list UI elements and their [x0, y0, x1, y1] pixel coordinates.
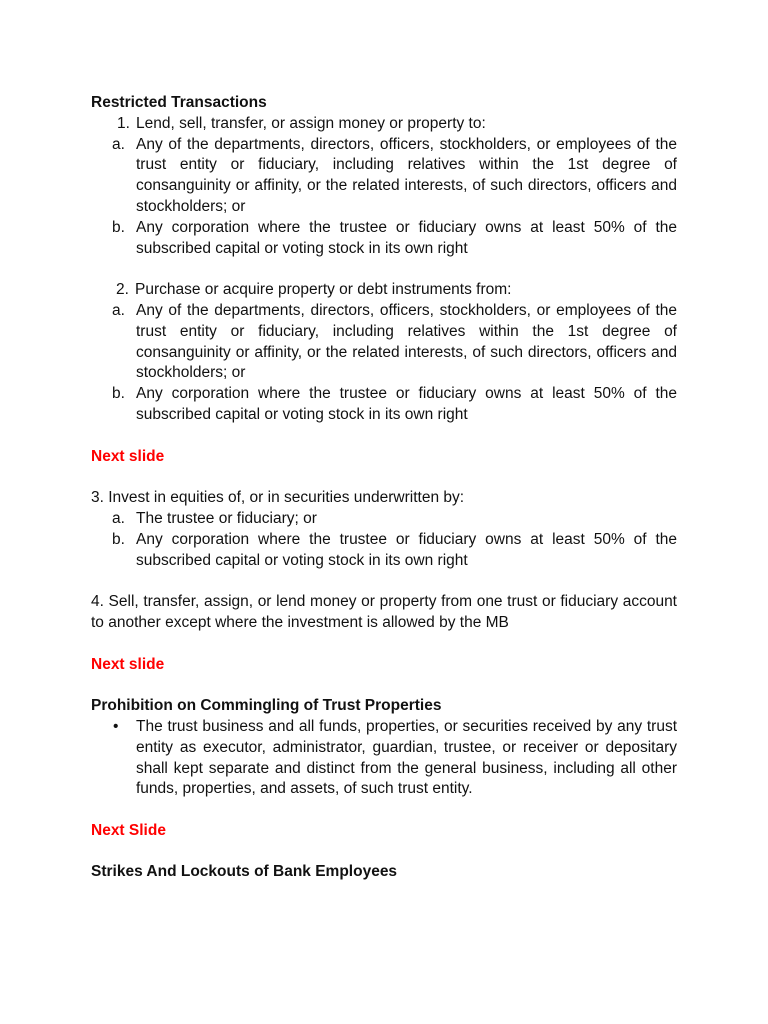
section-heading-strikes: Strikes And Lockouts of Bank Employees [91, 863, 398, 881]
section-heading-commingling: Prohibition on Commingling of Trust Properties [91, 697, 442, 715]
sub-item-letter: b. [112, 530, 125, 548]
list-item-4: 4. Sell, transfer, assign, or lend money or property from one trust or fiduciary account to another except where the investment is allowed by the MB [91, 593, 677, 631]
sub-item-text: Any corporation where the trustee or fiduciary owns at least 50% of the subscribed capital or voting stock in its own right [136, 385, 677, 423]
sub-item-letter: b. [112, 218, 125, 236]
sub-item-text: Any corporation where the trustee or fiduciary owns at least 50% of the subscribed capital or voting stock in its own right [136, 530, 677, 569]
sub-item-2b [91, 384, 677, 426]
sub-item-3a [91, 509, 677, 530]
next-slide-label: Next slide [91, 447, 165, 465]
section-heading-restricted-transactions: Restricted Transactions [91, 94, 267, 111]
bullet-item [91, 717, 677, 800]
sub-item-letter: a. [112, 509, 125, 527]
list-item-2 [91, 280, 677, 301]
bullet-icon: • [113, 717, 119, 735]
list-item-text: Lend, sell, transfer, or assign money or property to: [136, 114, 486, 132]
sub-item-text: Any of the departments, directors, officers, stockholders, or employees of the trust entity or fiduciary, including relatives within the 1st degree of consanguinity or affinity, or the related interests, of such directors, officers and stockholders; or [136, 135, 677, 215]
document-page [91, 93, 677, 883]
sub-item-letter: b. [112, 385, 125, 403]
sub-item-2a [91, 301, 677, 384]
sub-item-letter: a. [112, 135, 125, 153]
list-item-text: Purchase or acquire property or debt instruments from: [135, 281, 512, 299]
list-number: 2. [116, 281, 129, 299]
sub-item-1a [91, 135, 677, 218]
list-item-1 [91, 114, 677, 135]
sub-item-text: The trustee or fiduciary; or [136, 509, 317, 527]
sub-item-text: Any of the departments, directors, officers, stockholders, or employees of the trust entity or fiduciary, including relatives within the 1st degree of consanguinity or affinity, or the related interests, of such directors, officers and stockholders; or [136, 301, 677, 382]
sub-item-text: Any corporation where the trustee or fiduciary owns at least 50% of the subscribed capital or voting stock in its own right [136, 218, 677, 257]
list-number: 1. [117, 114, 130, 132]
sub-item-3b [91, 530, 677, 572]
sub-item-letter: a. [112, 301, 125, 319]
bullet-text: The trust business and all funds, properties, or securities received by any trust entity as executor, administrator, guardian, trustee, or receiver or depositary shall kept separate and distinct from the general business, including all other funds, properties, and assets, of such trust entity. [136, 717, 677, 798]
list-item-3: 3. Invest in equities of, or in securities underwritten by: [91, 489, 465, 507]
next-slide-label: Next slide [91, 655, 165, 673]
next-slide-label: Next Slide [91, 821, 166, 839]
sub-item-1b [91, 218, 677, 260]
